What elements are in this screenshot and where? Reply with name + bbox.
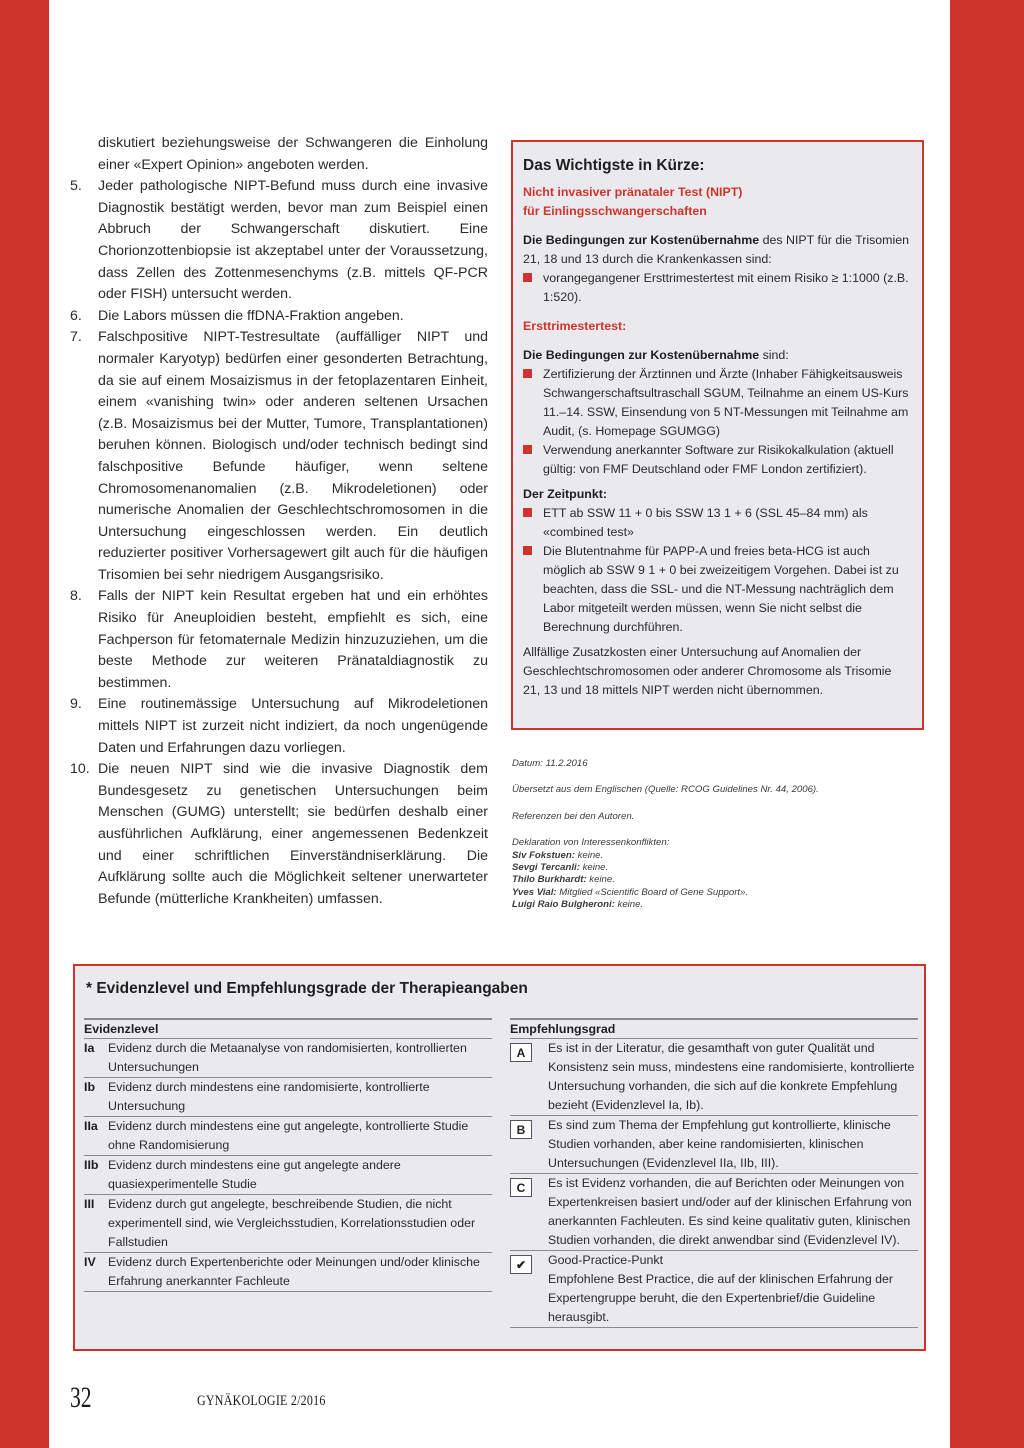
ett-bullet-list <box>523 365 912 479</box>
left-red-margin <box>0 0 49 1448</box>
list-item: 5. Jeder pathologische NIPT-Befund muss durch eine invasive Diagnostik bestätigt werden, bevor man zum Beispiel einen Abbruch der Schwangerschaft diskutiert. Eine Chorionzottenbiopsie ist akzeptabel unter der Voraussetzung, dass Zellen des Zottenmesenchyms (z.B. mittels QF-PCR oder FISH) untersucht werden. <box>70 178 488 303</box>
grade-c-badge: C <box>510 1178 532 1197</box>
conflict-line: Siv Fokstuen: keine. <box>512 849 604 861</box>
table-row: ✔ Good-Practice-Punkt Empfohlene Best Practice, die auf der klinischen Erfahrung der Expertengruppe beruht, die den Expertenbrief/die Guideline herausgibt. <box>510 1251 918 1328</box>
table-row: Ia Evidenz durch die Metaanalyse von randomisierten, kontrollierten Untersuchungen <box>84 1039 492 1078</box>
table-row: Ib Evidenz durch mindestens eine randomisierte, kontrollierte Untersuchung <box>84 1078 492 1117</box>
summary-closing: Allfällige Zusatzkosten einer Untersuchung auf Anomalien der Geschlechtschromosomen oder anderer Chromosome als Trisomie 21, 13 und 18 mittels NIPT werden nicht übernommen. <box>523 645 892 697</box>
ett-heading: Ersttrimestertest: <box>523 319 627 333</box>
page-footer <box>70 1381 326 1415</box>
bullet-square-icon <box>523 508 532 517</box>
bullet-square-icon <box>523 369 532 378</box>
table-row: IIb Evidenz durch mindestens eine gut angelegte andere quasiexperimentelle Studie <box>84 1156 492 1195</box>
bullet-square-icon <box>523 273 532 282</box>
list-item: ETT ab SSW 11 + 0 bis SSW 13 1 + 6 (SSL 45–84 mm) als «combined test» <box>523 504 912 542</box>
table-row: B Es sind zum Thema der Empfehlung gut kontrollierte, klinische Studien vorhanden, aber keine randomisierten, klinischen Untersuchungen (Evidenzlevel IIa, IIb, III). <box>510 1116 918 1174</box>
list-item: Zertifizierung der Ärztinnen und Ärzte (Inhaber Fähigkeitsausweis Schwangerschaftsultraschall SGUM, Teilnahme an einem US-Kurs 11.–14. SSW, Einsendung von 5 NT-Messungen mit Teilnahme am Audit, (s. Homepage SGUMGG) <box>523 365 912 441</box>
bullet-square-icon <box>523 445 532 454</box>
zeitpunkt-heading: Der Zeitpunkt: <box>523 487 607 501</box>
right-red-margin <box>950 0 1024 1448</box>
zeitpunkt-bullet-list <box>523 504 912 637</box>
grade-b-badge: B <box>510 1120 532 1139</box>
nipt-conditions: Die Bedingungen zur Kostenübernahme des NIPT für die Trisomien 21, 18 und 13 durch die Krankenkassen sind: <box>523 233 910 266</box>
grade-a-badge: A <box>510 1043 532 1062</box>
checkmark-icon: ✔ <box>510 1255 532 1274</box>
list-item: vorangegangener Ersttrimestertest mit einem Risiko ≥ 1:1000 (z.B. 1:520). <box>523 269 912 307</box>
evidence-box <box>73 964 926 1351</box>
article-notes <box>512 758 922 912</box>
bullet-square-icon <box>523 546 532 555</box>
conflicts-title: Deklaration von Interessenkonflikten: <box>512 837 670 849</box>
list-item: 8. Falls der NIPT kein Resultat ergeben hat und ein erhöhtes Risiko für Aneuploidien besteht, empfiehlt es sich, eine Fachperson für fetomaternale Medizin hinzuzuziehen, um die beste Methode zur weiteren Pränataldiagnostik zu bestimmen. <box>70 588 488 691</box>
recommendation-grade-header: Empfehlungsgrad <box>510 1018 918 1039</box>
evidence-level-header: Evidenzlevel <box>84 1018 492 1039</box>
summary-box <box>511 140 924 730</box>
table-row: IIa Evidenz durch mindestens eine gut angelegte, kontrollierte Studie ohne Randomisierung <box>84 1117 492 1156</box>
page-number: 32 <box>70 1381 92 1414</box>
evidence-title: * Evidenzlevel und Empfehlungsgrade der Therapieangaben <box>86 980 528 997</box>
table-row: C Es ist Evidenz vorhanden, die auf Berichten oder Meinungen von Expertenkreisen basiert und/oder auf der klinischen Erfahrung von anerkannten Fachleuten. Es sind keine qualitativ guten, klinischen Studien vorhanden, die direkt anwendbar sind (Evidenzlevel IV). <box>510 1174 918 1251</box>
recommendation-list <box>70 176 488 910</box>
list-item: Verwendung anerkannter Software zur Risikokalkulation (aktuell gültig: von FMF Deutschland oder FMF London zertifiziert). <box>523 441 912 479</box>
list-item: 10. Die neuen NIPT sind wie die invasive Diagnostik dem Bundesgesetz zu genetischen Untersuchungen beim Menschen (GUMG) unterstellt; sie bedürfen deshalb einer ausführlichen Aufklärung, einer angemessenen Bedenkzeit und einer schriftlichen Einverständniserklärung. Die Aufklärung sollte auch die Möglichkeit seltener unerwarteter Befunde (mütterliche Krankheiten) umfassen. <box>70 761 488 907</box>
conflict-line: Sevgi Tercanli: keine. <box>512 862 609 874</box>
date-note: Datum: 11.2.2016 <box>512 758 588 769</box>
list-item: 6. Die Labors müssen die ffDNA-Fraktion angeben. <box>70 307 404 324</box>
conflict-line: Thilo Burkhardt: keine. <box>512 874 615 886</box>
recommendation-grade-table <box>510 1018 918 1328</box>
list-item: 9. Eine routinemässige Untersuchung auf Mikrodeletionen mittels NIPT ist zurzeit nicht indiziert, da noch ungenügende Daten und Erfahrungen dazu vorliegen. <box>70 696 488 756</box>
list-item: 7. Falschpositive NIPT-Testresultate (auffälliger NIPT und normaler Karyotyp) bedürfen einer gesonderten Betrachtung, da sie auf einem Mosaizismus in der fetoplazentaren Einheit, einem «vanishing twin» oder anderen seltenen Ursachen (z.B. Mosaizismus bei der Mutter, Tumore, Transplantationen) beruhen können. Biologisch und/oder technisch bedingt sind falschpositive Befunde häufiger, wenn seltene Chromosomenanomalien (z.B. Mikrodeletionen) oder numerische Anomalien der Geschlechtschromosomen in die Untersuchung eingeschlossen werden. Ein deutlich reduzierter positiver Vorhersagewert gilt auch für die häufigen Trisomien bei sehr niedrigem Ausgangsrisiko. <box>70 329 488 583</box>
translation-note: Übersetzt aus dem Englischen (Quelle: RCOG Guidelines Nr. 44, 2006). <box>512 784 819 796</box>
conflict-line: Luigi Raio Bulgheroni: keine. <box>512 899 644 911</box>
nipt-heading: Nicht invasiver pränataler Test (NIPT) für Einlingsschwangerschaften <box>523 185 743 218</box>
list-item: Die Blutentnahme für PAPP-A und freies beta-HCG ist auch möglich ab SSW 9 1 + 0 bei zweizeitigem Vorgehen. Dabei ist zu beachten, dass die SSL- und die NT-Messung nachträglich dem Labor mitgeteilt werden müssen, wenn Sie nicht selbst die Berechnung durchführen. <box>523 542 912 637</box>
nipt-bullet-list <box>523 269 912 307</box>
evidence-level-table <box>84 1018 492 1292</box>
summary-title: Das Wichtigste in Kürze: <box>523 157 705 174</box>
ett-conditions: Die Bedingungen zur Kostenübernahme sind: <box>523 348 789 362</box>
table-row: IV Evidenz durch Expertenberichte oder Meinungen und/oder klinische Erfahrung anerkannter Fachleute <box>84 1253 492 1292</box>
continued-paragraph: diskutiert beziehungsweise der Schwangeren die Einholung einer «Expert Opinion» angeboten werden. <box>98 135 488 173</box>
conflict-line: Yves Vial: Mitglied «Scientific Board of Gene Support». <box>512 886 749 898</box>
table-row: III Evidenz durch gut angelegte, beschreibende Studien, die nicht experimentell sind, wie Vergleichsstudien, Korrelationsstudien oder Fallstudien <box>84 1195 492 1253</box>
table-row: A Es ist in der Literatur, die gesamthaft von guter Qualität und Konsistenz sein muss, mindestens eine randomisierte, kontrollierte Untersuchung vorhanden, die sich auf die konkrete Empfehlung bezieht (Evidenzlevel Ia, Ib). <box>510 1039 918 1116</box>
journal-name: GYNÄKOLOGIE 2/2016 <box>197 1393 326 1409</box>
main-text-column <box>70 133 488 910</box>
references-note: Referenzen bei den Autoren. <box>512 810 635 822</box>
